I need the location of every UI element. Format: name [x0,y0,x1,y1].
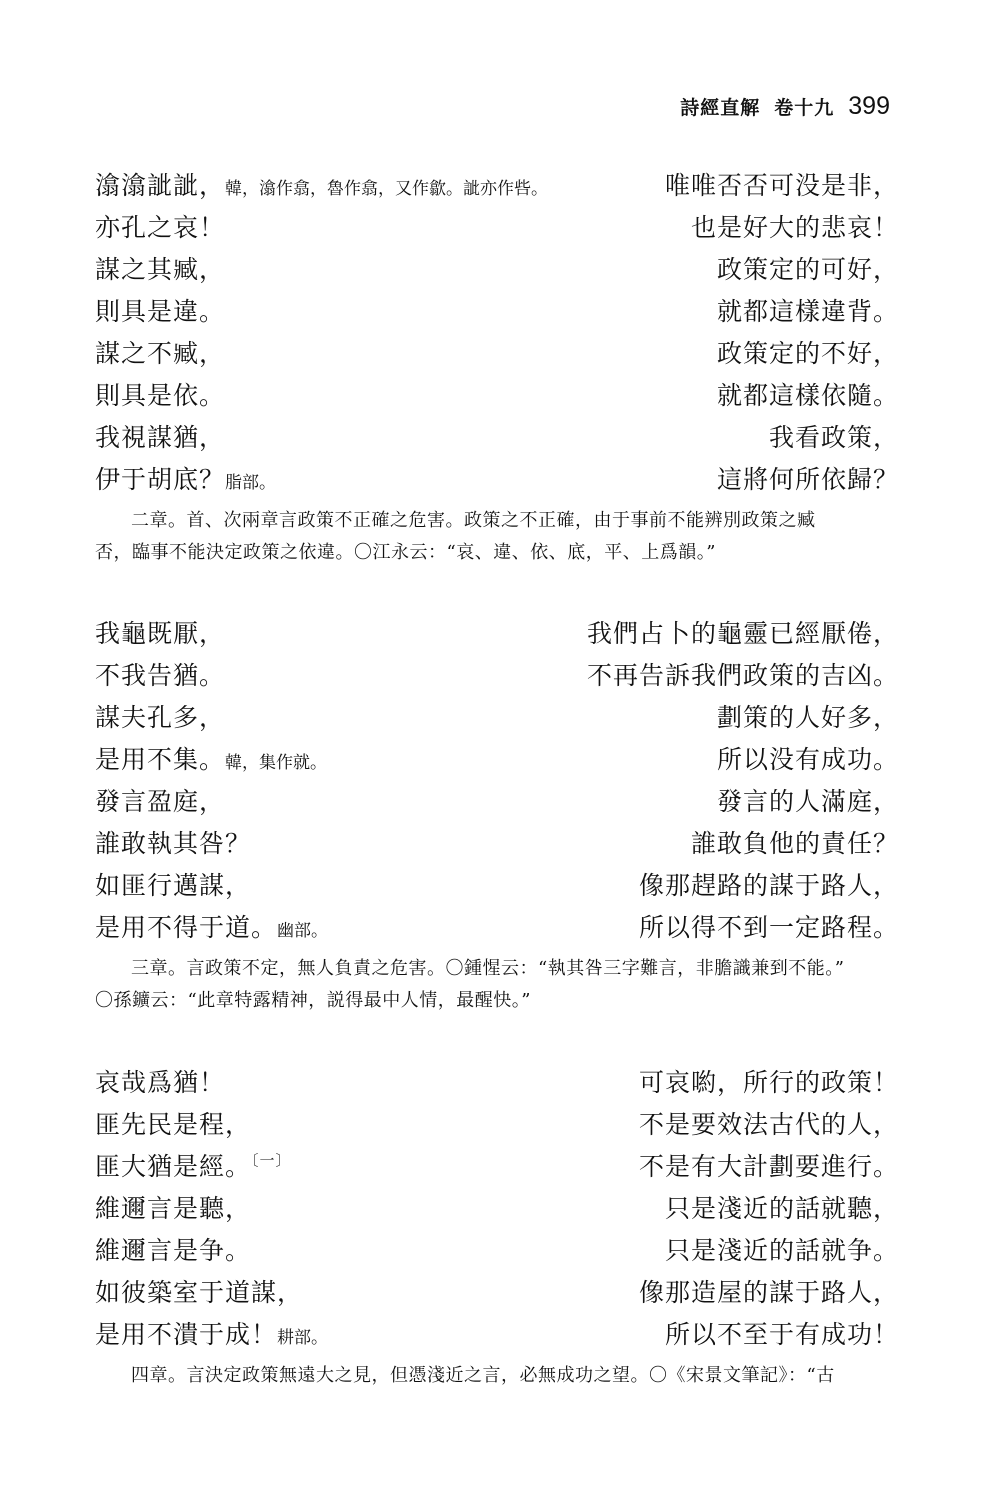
rhyme-note: 脂部。 [225,473,277,493]
original-verse: 如匪行邁謀， [95,871,252,900]
commentary-3 [95,1360,910,1392]
translation: 政策定的不好， [716,339,899,368]
original-verse: 匪大猶是經。$^{〔一〕}$ [95,1151,292,1181]
commentary-line: 二章。首、次兩章言政策不正確之危害。政策之不正確，由于事前不能辨別政策之臧 [131,510,816,531]
original-verse: 發言盈庭， [95,787,226,816]
translation: 只是淺近的話就聽， [664,1194,899,1223]
verse-line [95,824,899,866]
original-verse: 我龜既厭， [95,619,226,648]
original-verse: 我視謀猶， [95,423,226,452]
translation: 所以得不到一定路程。 [638,913,899,942]
book-title: 詩經直解 [680,97,761,119]
verse-line [95,292,899,334]
verse-line [95,782,899,824]
translation: 所以不至于有成功！ [664,1320,899,1349]
translation: 像那造屋的謀于路人， [638,1278,899,1307]
translation: 不是要效法古代的人， [638,1110,899,1139]
verse-line [95,1063,899,1105]
verse-line [95,1315,899,1357]
verse-line [95,866,899,908]
verse-line [95,250,899,292]
translation: 所以没有成功。 [716,745,899,774]
rhyme-note: 韓，集作就。 [225,753,328,773]
original-verse: 是用不潰于成！耕部。 [95,1320,329,1349]
translation: 政策定的可好， [716,255,899,284]
verse-line [95,334,899,376]
translation: 這將何所依歸？ [716,465,899,494]
verse-line [95,376,899,418]
rhyme-note: 耕部。 [277,1328,329,1348]
translation: 誰敢負他的責任？ [690,829,899,858]
translation: 不是有大計劃要進行。 [638,1152,899,1181]
stanza-3 [95,1063,899,1357]
verse-line [95,740,899,782]
verse-line [95,1105,899,1147]
commentary-line: 四章。言決定政策無遠大之見，但憑淺近之言，必無成功之望。〇《宋景文筆記》：“古 [131,1365,835,1386]
page-header [680,92,890,128]
verse-line [95,1147,899,1189]
original-verse: 維邇言是争。 [95,1236,252,1265]
translation: 劃策的人好多， [716,703,899,732]
original-verse: 謀之其臧， [95,255,226,284]
verse-line [95,614,899,656]
translation: 不再告訴我們政策的吉凶。 [586,661,899,690]
original-verse: 不我告猶。 [95,661,226,690]
original-verse: 維邇言是聽， [95,1194,252,1223]
translation: 發言的人滿庭， [716,787,899,816]
commentary-line: 否，臨事不能決定政策之依違。〇江永云：“哀、違、依、底，平、上爲韻。” [95,542,716,563]
rhyme-note: 韓，潝作翕，魯作翕，又作歙。訿亦作呰。 [225,179,549,199]
translation: 也是好大的悲哀！ [690,213,899,242]
original-verse: 是用不集。韓，集作就。 [95,745,328,774]
page-number: 399 [848,92,890,120]
translation: 我看政策， [768,423,899,452]
verse-line [95,418,899,460]
original-verse: 伊于胡底？脂部。 [95,465,277,494]
original-verse: 謀夫孔多， [95,703,226,732]
original-verse: 亦孔之哀！ [95,213,226,242]
original-verse: 謀之不臧， [95,339,226,368]
verse-line [95,698,899,740]
verse-line [95,460,899,502]
volume-label: 卷十九 [774,97,835,119]
footnote-marker: 〔一〕 [251,1151,292,1170]
verse-line [95,908,899,950]
translation: 唯唯否否可没是非， [664,171,899,200]
original-verse: 誰敢執其咎？ [95,829,252,858]
verse-line [95,166,899,208]
stanza-2 [95,614,899,950]
verse-line [95,1231,899,1273]
original-verse: 是用不得于道。幽部。 [95,913,329,942]
verse-line [95,1189,899,1231]
original-verse: 匪先民是程， [95,1110,252,1139]
translation: 只是淺近的話就争。 [664,1236,899,1265]
rhyme-note: 幽部。 [277,921,329,941]
original-verse: 則具是依。 [95,381,226,410]
translation: 就都這樣依隨。 [716,381,899,410]
original-verse: 則具是違。 [95,297,226,326]
translation: 就都這樣違背。 [716,297,899,326]
verse-line [95,1273,899,1315]
verse-line [95,656,899,698]
commentary-2 [95,953,910,1017]
commentary-1 [95,505,910,569]
original-verse: 如彼築室于道謀， [95,1278,304,1307]
translation: 我們占卜的龜靈已經厭倦， [586,619,899,648]
verse-line [95,208,899,250]
commentary-line: 三章。言政策不定，無人負責之危害。〇鍾惺云：“執其咎三字難言，非膽識兼到不能。” [131,958,845,979]
commentary-line: 〇孫鑛云：“此章特露精神，説得最中人情，最醒快。” [95,990,531,1011]
translation: 像那趕路的謀于路人， [638,871,899,900]
original-verse: 哀哉爲猶！ [95,1068,226,1097]
translation: 可哀喲，所行的政策！ [638,1068,899,1097]
stanza-1 [95,166,899,502]
original-verse: 潝潝訿訿，韓，潝作翕，魯作翕，又作歙。訿亦作呰。 [95,171,549,200]
